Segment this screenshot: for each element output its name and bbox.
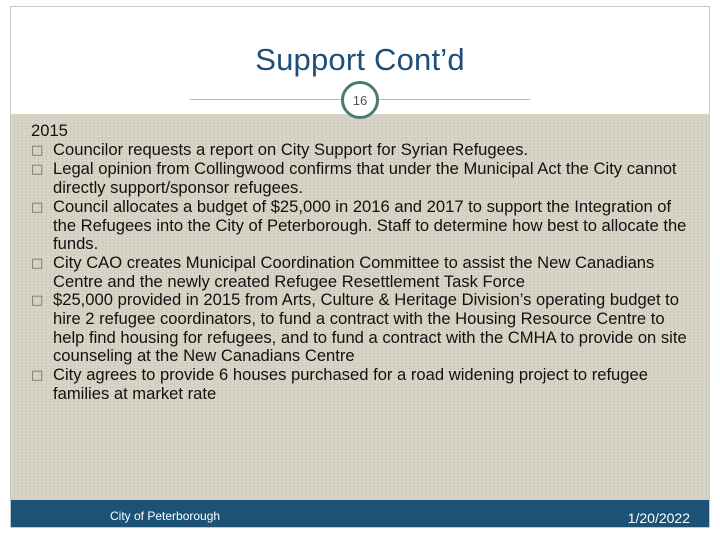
checkbox-bullet-icon: □ bbox=[31, 142, 44, 158]
slide-title: Support Cont’d bbox=[255, 42, 465, 77]
bullet-text: City CAO creates Municipal Coordination Committee to assist the New Canadians Centre and the newly created Refugee Resettlement Task Force bbox=[53, 252, 655, 291]
checkbox-bullet-icon: □ bbox=[31, 199, 44, 215]
checkbox-bullet-icon: □ bbox=[31, 255, 44, 271]
bullet-text: Legal opinion from Collingwood confirms that under the Municipal Act the City cannot directly support/sponsor refugees. bbox=[53, 159, 677, 198]
bullet-text: $25,000 provided in 2015 from Arts, Culture & Heritage Division’s operating budget to hire 2 refugee coordinators, to fund a contract with the Housing Resource Centre to help find housing for refugees, and to fund a contract with the CMHA to provide on site counseling at the New Canadians Centre bbox=[53, 290, 687, 366]
bullet-text: Councilor requests a report on City Support for Syrian Refugees. bbox=[53, 139, 529, 159]
footer-organization: City of Peterborough bbox=[110, 509, 221, 523]
year-heading: 2015 bbox=[31, 121, 68, 140]
page-number-badge: 16 bbox=[341, 81, 379, 119]
checkbox-bullet-icon: □ bbox=[31, 162, 44, 178]
checkbox-bullet-icon: □ bbox=[31, 293, 44, 309]
footer-date: 1/20/2022 bbox=[627, 510, 690, 526]
bullet-text: Council allocates a budget of $25,000 in 2016 and 2017 to support the Integration of the Refugees into the City of Peterborough. Staff to determine how best to allocate the funds. bbox=[53, 196, 687, 254]
slide-frame bbox=[10, 6, 710, 528]
checkbox-bullet-icon: □ bbox=[31, 368, 44, 384]
bullet-text: City agrees to provide 6 houses purchased for a road widening project to refugee families at market rate bbox=[53, 365, 648, 403]
